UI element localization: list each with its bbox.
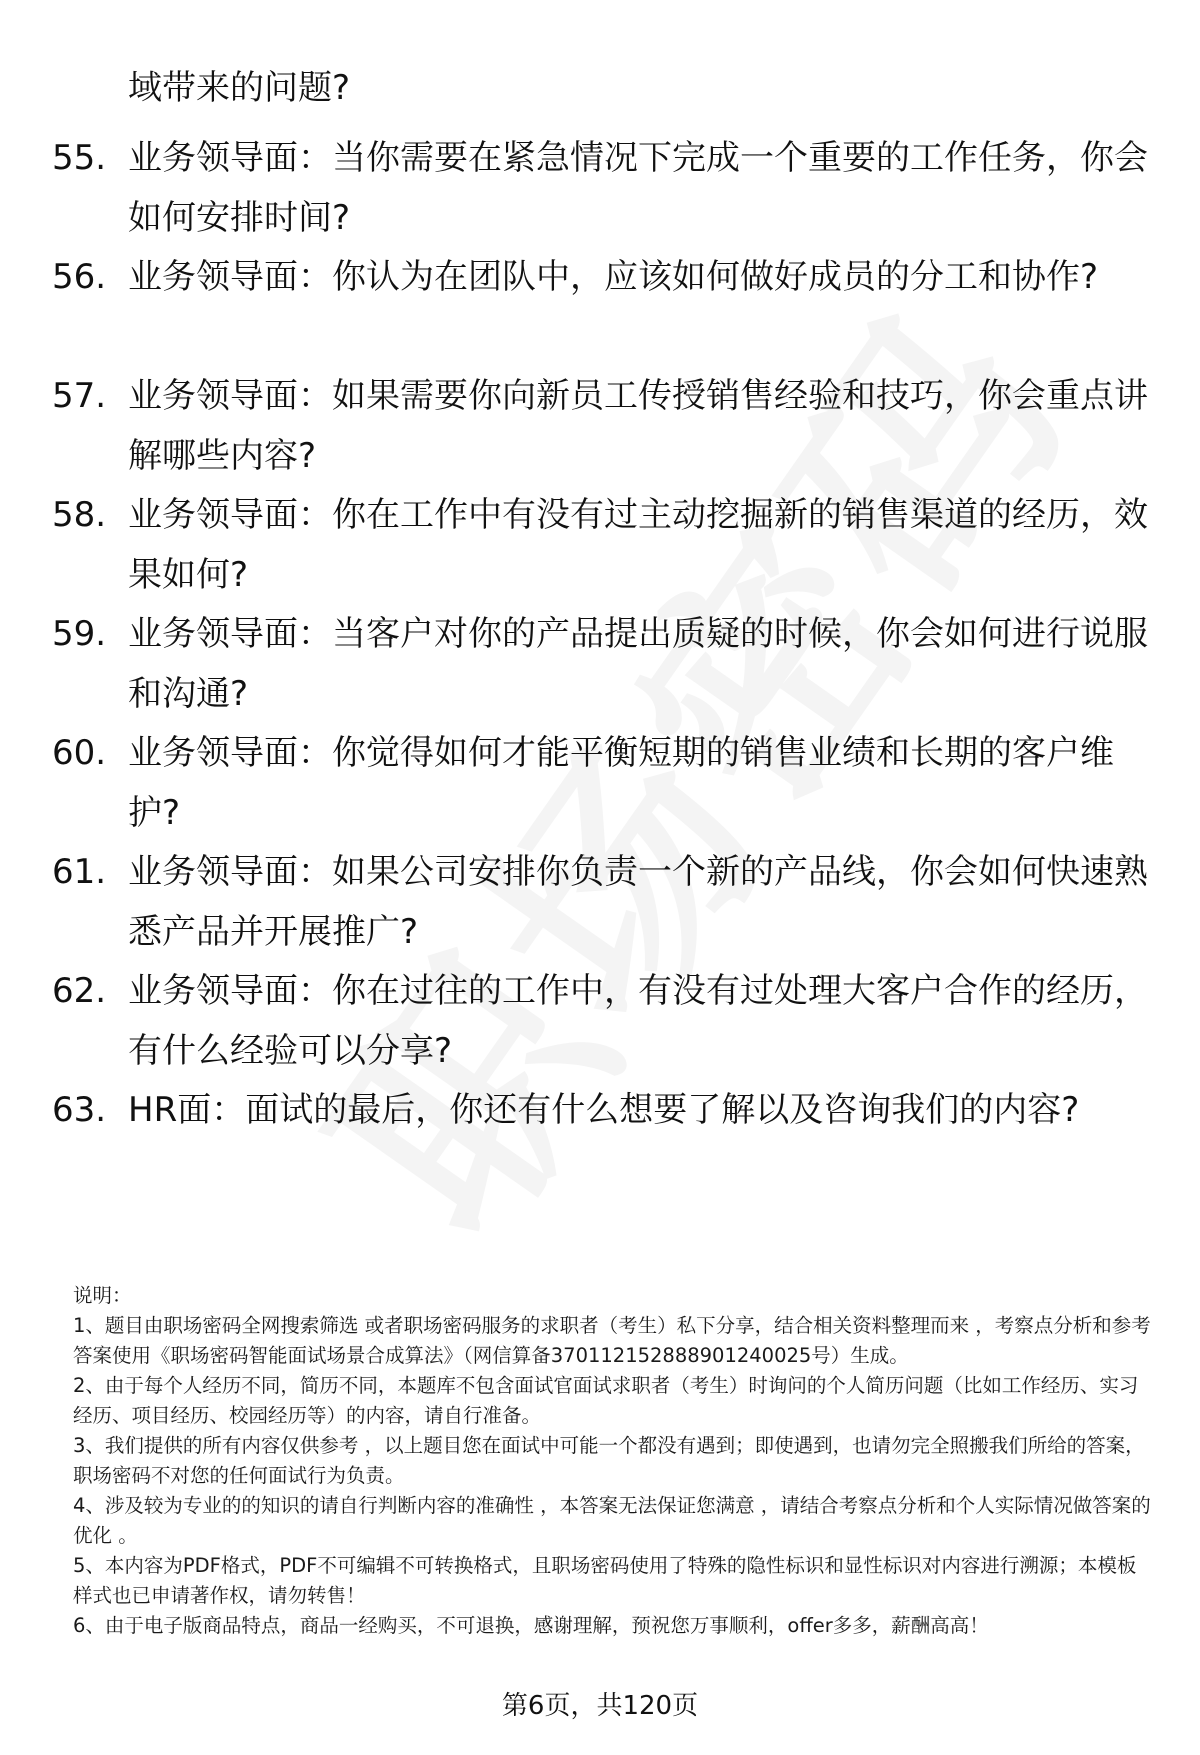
question-item xyxy=(52,247,1162,307)
note-item: 3、我们提供的所有内容仅供参考 ，以上题目您在面试中可能一个都没有遇到；即使遇到，也请勿完全照搬我们所给的答案，职场密码不对您的任何面试行为负责。 xyxy=(73,1434,1145,1487)
question-number: 59. xyxy=(52,614,107,654)
question-number: 63. xyxy=(52,1090,107,1130)
question-number: 55. xyxy=(52,138,107,178)
question-item xyxy=(52,366,1162,486)
question-text: 业务领导面：你觉得如何才能平衡短期的销售业绩和长期的客户维护? xyxy=(128,733,1114,833)
notes-section xyxy=(73,1281,1153,1641)
note-item: 2、由于每个人经历不同，简历不同，本题库不包含面试官面试求职者（考生）时询问的个人简历问题（比如工作经历、实习经历、项目经历、校园经历等）的内容，请自行准备。 xyxy=(73,1374,1139,1427)
question-number: 57. xyxy=(52,376,107,416)
question-item xyxy=(52,604,1162,724)
question-text: 业务领导面：你认为在团队中，应该如何做好成员的分工和协作? xyxy=(128,257,1099,297)
notes-title: 说明： xyxy=(73,1284,132,1307)
note-item: 5、本内容为PDF格式，PDF不可编辑不可转换格式，且职场密码使用了特殊的隐性标识和显性标识对内容进行溯源；本模板样式也已申请著作权，请勿转售！ xyxy=(73,1554,1137,1607)
question-text: 业务领导面：如果需要你向新员工传授销售经验和技巧，你会重点讲解哪些内容? xyxy=(128,376,1148,476)
question-number: 62. xyxy=(52,971,107,1011)
continued-question-text: 域带来的问题? xyxy=(128,68,351,108)
question-item xyxy=(52,961,1162,1081)
question-item xyxy=(52,1080,1162,1140)
question-number: 56. xyxy=(52,257,107,297)
question-number: 60. xyxy=(52,733,107,773)
note-item: 6、由于电子版商品特点，商品一经购买，不可退换，感谢理解，预祝您万事顺利，offer多多，薪酬高高！ xyxy=(73,1614,989,1637)
question-item xyxy=(52,485,1162,605)
question-item xyxy=(52,723,1162,843)
question-text: 业务领导面：当客户对你的产品提出质疑的时候，你会如何进行说服和沟通? xyxy=(128,614,1148,714)
note-item: 4、涉及较为专业的的知识的请自行判断内容的准确性 ，本答案无法保证您满意 ，请结合考察点分析和个人实际情况做答案的优化 。 xyxy=(73,1494,1151,1547)
question-text: 业务领导面：当你需要在紧急情况下完成一个重要的工作任务，你会如何安排时间? xyxy=(128,138,1148,238)
question-text: HR面：面试的最后，你还有什么想要了解以及咨询我们的内容? xyxy=(128,1090,1080,1130)
question-item xyxy=(52,128,1162,248)
question-text: 业务领导面：你在过往的工作中，有没有过处理大客户合作的经历，有什么经验可以分享? xyxy=(128,971,1148,1071)
question-item xyxy=(52,842,1162,962)
question-number: 58. xyxy=(52,495,107,535)
question-text: 业务领导面：你在工作中有没有过主动挖掘新的销售渠道的经历，效果如何? xyxy=(128,495,1148,595)
page-number-footer: 第6页，共120页 xyxy=(501,1691,699,1721)
note-item: 1、题目由职场密码全网搜索筛选 或者职场密码服务的求职者（考生）私下分享，结合相关资料整理而来 ，考察点分析和参考答案使用《职场密码智能面试场景合成算法》（网信算备370112152888901240025号）生成。 xyxy=(73,1314,1151,1367)
question-number: 61. xyxy=(52,852,107,892)
question-text: 业务领导面：如果公司安排你负责一个新的产品线，你会如何快速熟悉产品并开展推广? xyxy=(128,852,1148,952)
